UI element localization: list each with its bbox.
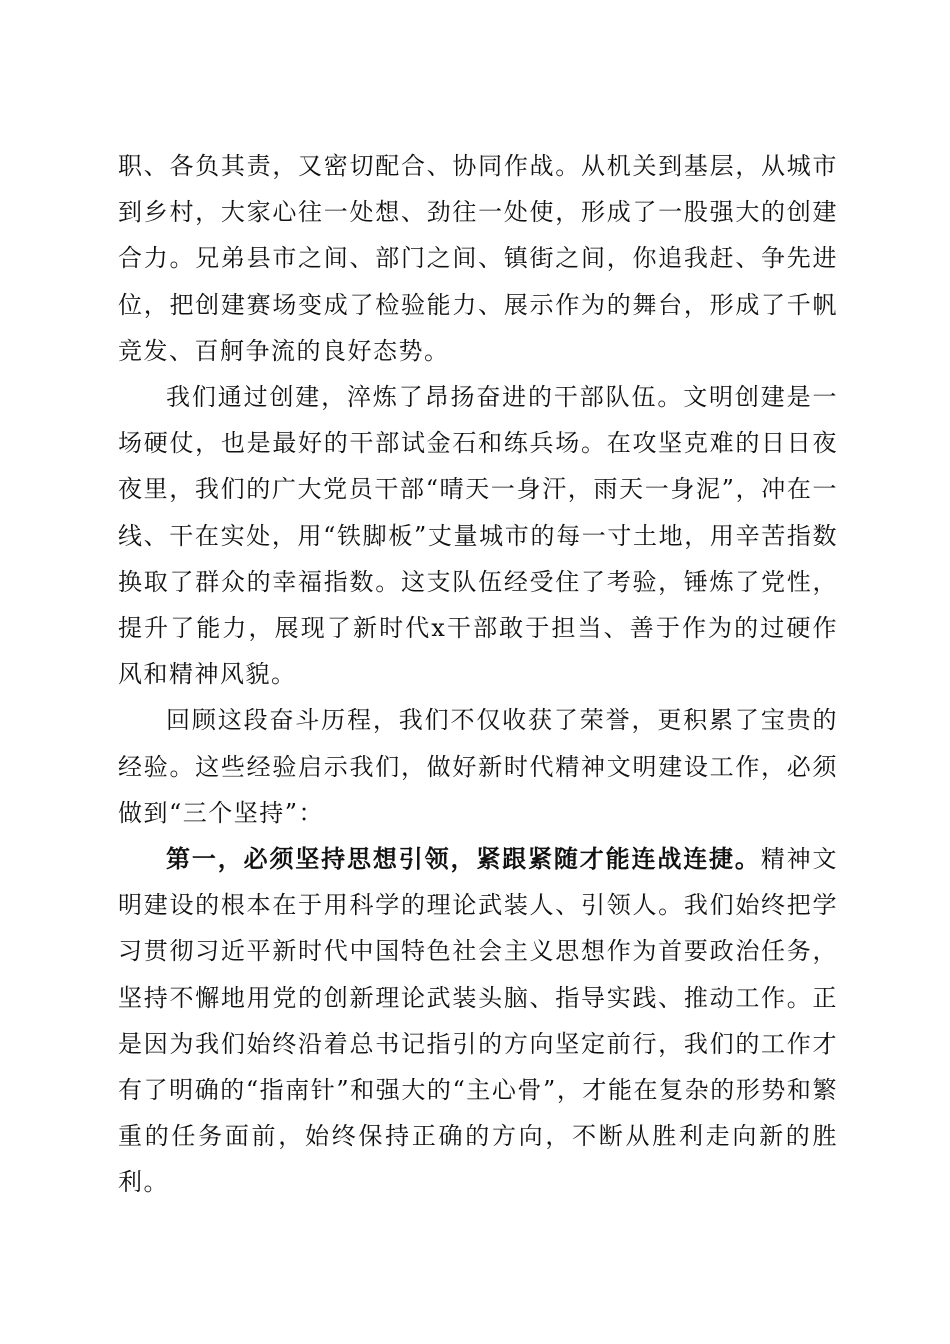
paragraph-text: 回顾这段奋斗历程，我们不仅收获了荣誉，更积累了宝贵的经验。这些经验启示我们，做好新时代精神文明建设工作，必须做到“三个坚持”： xyxy=(118,706,838,827)
paragraph-text: 我们通过创建，淬炼了昂扬奋进的干部队伍。文明创建是一场硬仗，也是最好的干部试金石和练兵场。在攻坚克难的日日夜夜里，我们的广大党员干部“晴天一身汗，雨天一身泥”，冲在一线、干在实处，用“铁脚板”丈量城市的每一寸土地，用辛苦指数换取了群众的幸福指数。这支队伍经受住了考验，锤炼了党性，提升了能力，展现了新时代x干部敢于担当、善于作为的过硬作风和精神风貌。 xyxy=(118,383,838,689)
paragraph-text: 精神文明建设的根本在于用科学的理论武装人、引领人。我们始终把学习贯彻习近平新时代中国特色社会主义思想作为首要政治任务，坚持不懈地用党的创新理论武装头脑、指导实践、推动工作。正是因为我们始终沿着总书记指引的方向坚定前行，我们的工作才有了明确的“指南针”和强大的“主心骨”，才能在复杂的形势和繁重的任务面前，始终保持正确的方向，不断从胜利走向新的胜利。 xyxy=(118,845,839,1197)
paragraph-text: 职、各负其责，又密切配合、协同作战。从机关到基层，从城市到乡村，大家心往一处想、劲往一处使，形成了一股强大的创建合力。兄弟县市之间、部门之间、镇街之间，你追我赶、争先进位，把创建赛场变成了检验能力、展示作为的舞台，形成了千帆竞发、百舸争流的良好态势。 xyxy=(118,152,838,365)
paragraph-review xyxy=(118,697,838,836)
paragraph-cadre-team xyxy=(118,374,838,697)
paragraph-first-point xyxy=(118,836,838,1206)
document-body xyxy=(118,143,838,1206)
paragraph-continuation xyxy=(118,143,838,374)
paragraph-lead: 第一，必须坚持思想引领，紧跟紧随才能连战连捷。 xyxy=(166,844,761,874)
